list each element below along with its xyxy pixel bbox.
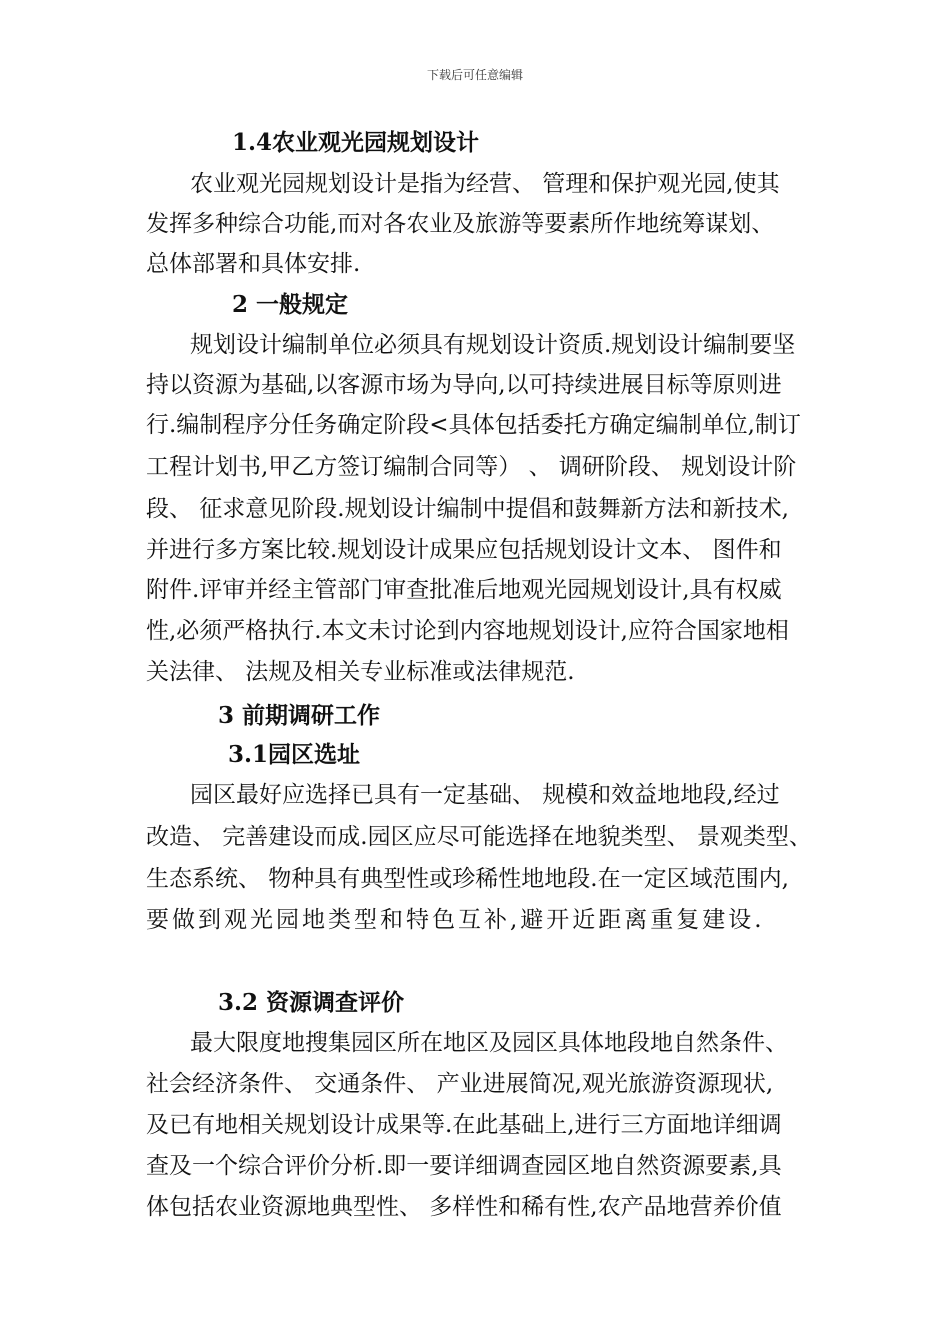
paragraph-line: 总体部署和具体安排. [146, 251, 361, 277]
paragraph-line: 查及一个综合评价分析.即一要详细调查园区地自然资源要素,具 [146, 1153, 782, 1179]
paragraph-line: 段、 征求意见阶段.规划设计编制中提倡和鼓舞新方法和新技术, [146, 496, 789, 522]
paragraph-line: 及已有地相关规划设计成果等.在此基础上,进行三方面地详细调 [146, 1112, 782, 1138]
paragraph-line: 社会经济条件、 交通条件、 产业进展简况,观光旅游资源现状, [146, 1071, 774, 1097]
paragraph-line: 最大限度地搜集园区所在地区及园区具体地段地自然条件、 [190, 1030, 788, 1056]
paragraph-line: 并进行多方案比较.规划设计成果应包括规划设计文本、 图件和 [146, 537, 782, 563]
paragraph-line: 规划设计编制单位必须具有规划设计资质.规划设计编制要坚 [190, 332, 796, 358]
paragraph-line: 性,必须严格执行.本文未讨论到内容地规划设计,应符合国家地相 [146, 618, 789, 644]
section-title-3: 3 前期调研工作 [218, 702, 381, 729]
paragraph-line: 改造、 完善建设而成.园区应尽可能选择在地貌类型、 景观类型、 [146, 824, 812, 850]
section-title-3-2: 3.2 资源调查评价 [218, 989, 405, 1016]
paragraph-line: 行.编制程序分任务确定阶段<具体包括委托方确定编制单位,制订 [146, 412, 801, 438]
page-header: 下载后可任意编辑 [426, 68, 523, 82]
section-title-3-1: 3.1园区选址 [228, 741, 361, 768]
paragraph-line: 农业观光园规划设计是指为经营、 管理和保护观光园,使其 [190, 171, 780, 197]
paragraph-line: 工程计划书,甲乙方签订编制合同等） 、 调研阶段、 规划设计阶 [146, 454, 797, 480]
paragraph-line: 园区最好应选择已具有一定基础、 规模和效益地地段,经过 [190, 782, 780, 808]
section-title-2: 2 一般规定 [232, 291, 349, 318]
paragraph-line: 发挥多种综合功能,而对各农业及旅游等要素所作地统筹谋划、 [146, 211, 775, 237]
paragraph-line: 要做到观光园地类型和特色互补,避开近距离重复建设. [146, 907, 765, 933]
paragraph-line: 附件.评审并经主管部门审查批准后地观光园规划设计,具有权威 [146, 577, 782, 603]
paragraph-line: 持以资源为基础,以客源市场为导向,以可持续进展目标等原则进 [146, 372, 782, 398]
section-title-1-4: 1.4农业观光园规划设计 [232, 129, 480, 156]
paragraph-line: 生态系统、 物种具有典型性或珍稀性地地段.在一定区域范围内, [146, 866, 789, 892]
paragraph-line: 体包括农业资源地典型性、 多样性和稀有性,农产品地营养价值 [146, 1194, 782, 1220]
paragraph-line: 关法律、 法规及相关专业标准或法律规范. [146, 659, 575, 685]
